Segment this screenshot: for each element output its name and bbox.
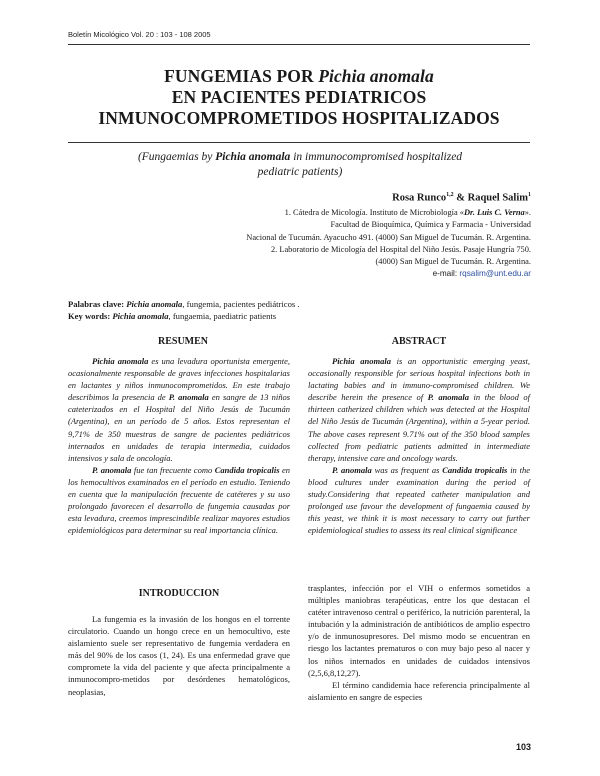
abstract-body: Pichia anomala is an opportunistic emerging yeast, occasionally responsible for serious hospital infections both in lactating babies and in immuno-compromised children. We describe herein the presence of P. anomala in the blood of thirteen catherized children which was detected at the Hospital del Niño Jesús de Tucumán (Argentina), within a 5-year period. The above cases represent 9.71% out of the 350 blood samples collected from pediatric patients admitted in intermediate therapy, intensive care and oncology wards. P. anomala was as frequent as Candida tropicalis in the blood cultures under examination during the period of study.Considering that repeated catheter manipulation and prolonged use favour the development of fungaemia caused by this yeast, we think it is most necessary to carry out further epidemiological studies to assess its real clinical significance: [308, 356, 531, 536]
intro-heading: INTRODUCCION: [138, 588, 220, 599]
email-line: e-mail: rqsalim@unt.edu.ar: [432, 269, 531, 279]
english-title: (Fungaemias by Pichia anomala in immunocompromised hospitalized pediatric patients): [137, 151, 463, 178]
author-1: Rosa Runco: [392, 192, 447, 204]
keywords: Palabras clave: Pichia anomala, fungemia, pacientes pediátricos . Key words: Pichia anomala, fungaemia, paediatric patients: [68, 299, 300, 321]
intro-body-right: trasplantes, infección por el VIH o enfermos sometidos a múltiples maniobras terapéuticas, entre los que destacan el catéter intravenoso central o periférico, la nutrición parenteral, la intubación y la administración de antibióticos de amplio espectro y/o de inmunosupresores. Del mismo modo se encuentran en riesgo los lactantes prematuros o con muy bajo peso al nacer y los niños internados en unidades de cuidados intensivos (2,5,6,8,12,27). El término candidemia hace referencia principalmente al aislamiento en sangre de especies: [308, 583, 530, 702]
title-rule: [68, 142, 530, 143]
title-line-2: EN PACIENTES PEDIATRICOS: [171, 87, 427, 107]
authors: Rosa Runco$^{1,2}$ & Raquel Salim$^1$: [392, 192, 531, 204]
page-number: 103: [515, 742, 531, 752]
title-line-1: FUNGEMIAS POR Pichia anomala: [164, 66, 434, 86]
article-title: [68, 66, 530, 129]
affiliations: 1. Cátedra de Micología. Instituto de Microbiología «Dr. Luis C. Verna». Facultad de Bioquímica, Química y Farmacia - Universidad Nacional de Tucumán. Ayacucho 491. (4000) San Miguel de Tucumán. R. Argentina. 2. Laboratorio de Micología del Hospital del Niño Jesús. Pasaje Hungría 750. (4000) San Miguel de Tucumán. R. Argentina. e-mail: rqsalim@unt.edu.ar: [246, 207, 531, 281]
resumen-body: Pichia anomala es una levadura oportunista emergente, ocasionalmente responsable de graves infecciones hospitalarias en lactantes y niños inmunocomprometidos. En este trabajo describimos la presencia de P. anomala en sangre de 13 niños cateterizados en el Hospital del Niño Jesús de Tucumán (Argentina), en un período de 5 años. Estos representan el 9,71% de 350 muestras de sangre de pacientes pediátricos internados en unidades de terapia intermedia, cuidados intensivos y sala de oncología. P. anomala fue tan frecuente como Candida tropicalis en los hemocultivos examinados en el período en estudio. Teniendo en cuenta que la manipulación frecuente de catéteres y su uso prolongado favorecen el desarrollo de fungemia causadas por esta levadura, creemos imprescindible realizar mayores estudios epidemiológicos para determinar su real importancia clínica.: [68, 356, 291, 536]
intro-body-left: La fungemia es la invasión de los hongos en el torrente circulatorio. Cuando un hongo crece en un hemocultivo, este aislamiento suele ser representativo de fungemia verdadera en más del 90% de los casos (1, 24). Es una enfermedad grave que compromete la vida del paciente y que afecta principalmente a inmunocompro-metidos por desórdenes hematológicos, neoplasias,: [68, 614, 290, 697]
author-2: Raquel Salim: [467, 192, 528, 204]
top-rule: [68, 44, 530, 45]
title-line-3: INMUNOCOMPROMETIDOS HOSPITALIZADOS: [98, 108, 500, 128]
journal-header: Boletín Micológico Vol. 20 : 103 - 108 2005: [68, 30, 211, 39]
resumen-heading: RESUMEN: [157, 336, 208, 347]
email-link[interactable]: rqsalim@unt.edu.ar: [459, 269, 531, 279]
title-species: Pichia anomala: [318, 66, 434, 86]
abstract-heading: ABSTRACT: [391, 336, 447, 347]
